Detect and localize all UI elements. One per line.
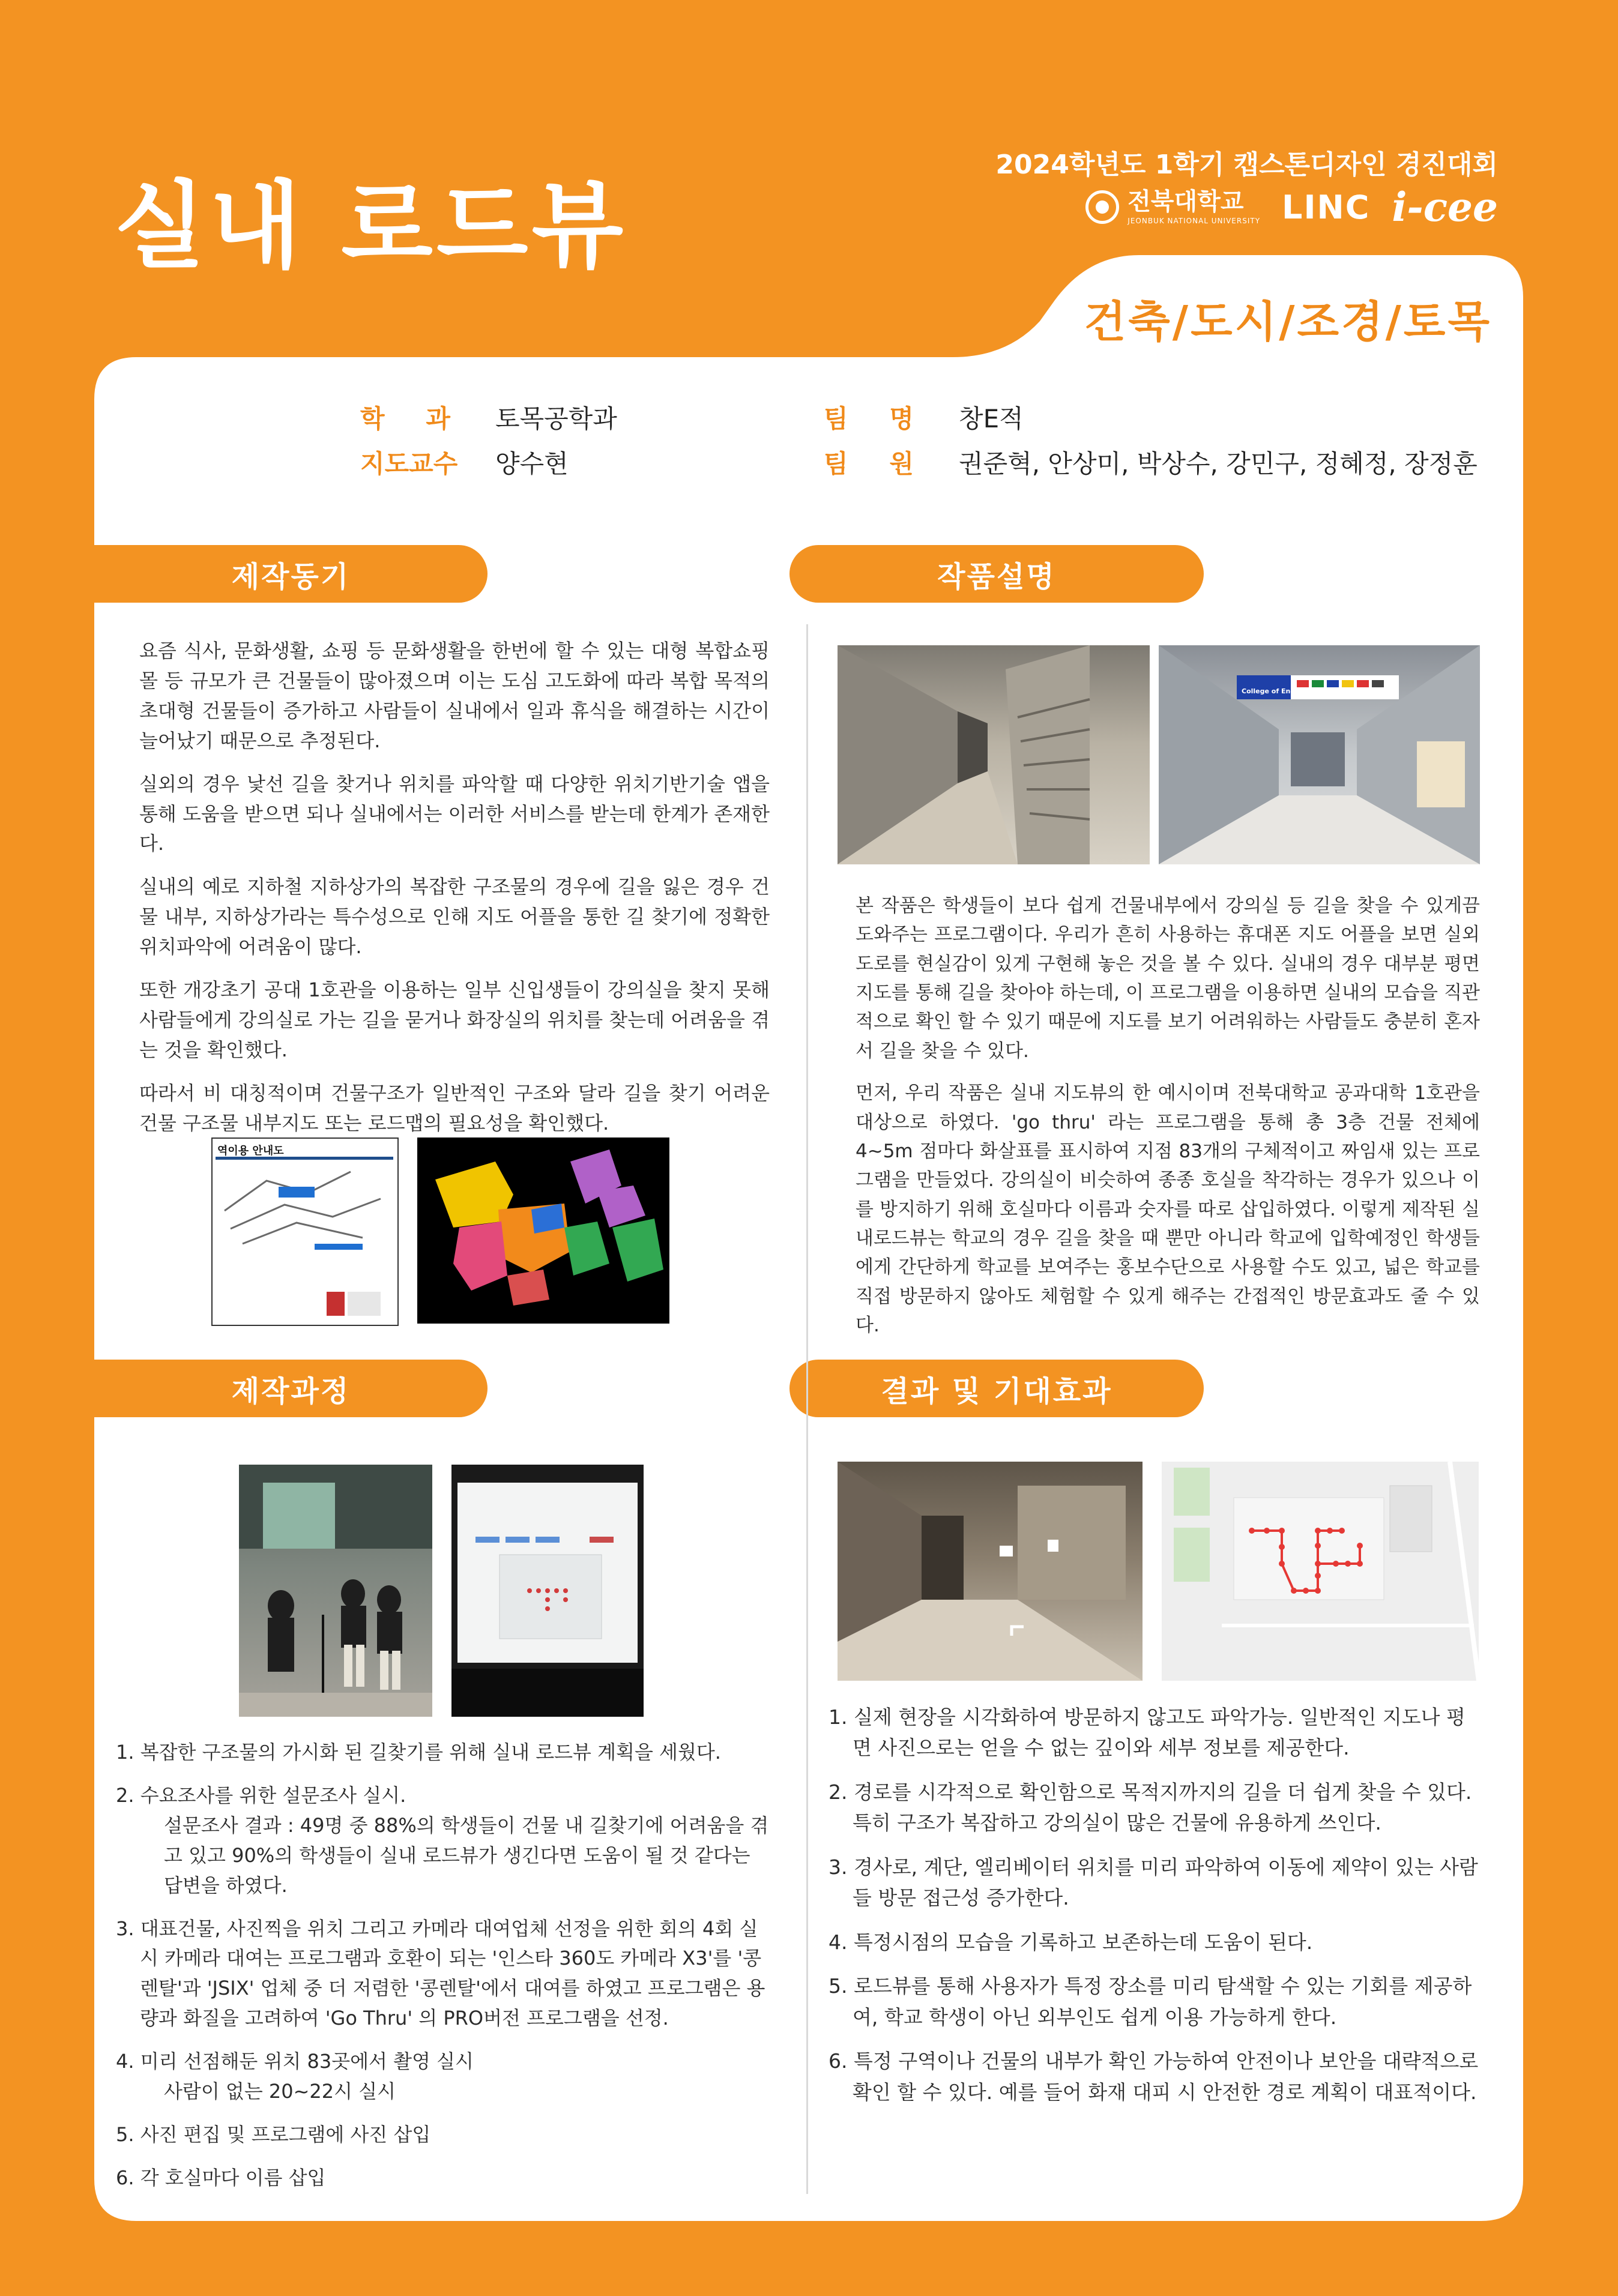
description-paragraph: 먼저, 우리 작품은 실내 지도뷰의 한 예시이며 전북대학교 공과대학 1호관을 대상으로 하였다. 'go thru' 라는 프로그램을 통해 총 3층 건물 전체에 4~5m 점마다 화살표를 표시하여 지점 83개의 구체적이고 짜임새 있는 프로그램을 만들었다. 강의실이 비슷하여 종종 호실을 착각하는 경우가 있으나 이를 방지하기 위해 호실마다 이름과 숫자를 따로 삽입하였다. 이렇게 제작된 실내로드뷰는 학교의 경우 길을 찾을 때 뿐만 아니라 학교에 입학예정인 학생들에게 간단하게 학교를 보여주는 홍보수단으로 사용할 수도 있고, 넓은 학교를 직접 방문하지 않아도 체험할 수 있게 해주는 간접적인 방문효과도 줄 수 있다. — [856, 1082, 1480, 1337]
mall-floor-map-image — [417, 1137, 669, 1324]
section-title-description: 작품설명 — [789, 545, 1204, 603]
engineering-hallway-drawing — [1159, 645, 1480, 864]
description-paragraph: 본 작품은 학생들이 보다 쉽게 건물내부에서 강의실 등 길을 찾을 수 있게끔 도와주는 프로그램이다. 우리가 흔히 사용하는 휴대폰 지도 어플을 보면 실외도로를 현실감이 있게 구현해 놓은 것을 볼 수 있다. 실내의 경우 대부분 평면지도를 통해 길을 찾아야 하는데, 이 프로그램을 이용하면 실내의 모습을 직관적으로 확인 할 수 있기 때문에 지도를 보기 어려워하는 사람들도 충분히 혼자서 길을 찾을 수 있다. — [856, 895, 1480, 1062]
station-guide-map-image — [211, 1137, 399, 1326]
list-item: 5. 사진 편집 및 프로그램에 사진 삽입 — [116, 2123, 431, 2146]
results-list — [829, 1702, 1483, 2121]
contest-name: 2024학년도 1학기 캡스톤디자인 경진대회 — [995, 149, 1498, 180]
section-title-motivation: 제작동기 — [94, 545, 488, 603]
process-list — [116, 1738, 773, 2207]
list-item: 1. 복잡한 구조물의 가시화 된 길찾기를 위해 실내 로드뷰 계획을 세웠다. — [116, 1741, 721, 1764]
corridor-stairs-drawing — [838, 645, 1150, 864]
section-title-results: 결과 및 기대효과 — [789, 1360, 1204, 1417]
department-label: 학 과 — [360, 404, 450, 433]
list-item: 4. 특정시점의 모습을 기록하고 보존하는데 도움이 된다. — [829, 1930, 1313, 1954]
column-divider — [806, 624, 808, 2194]
station-map-title: 역이용 안내도 — [217, 1145, 284, 1157]
department-value: 토목공학과 — [495, 404, 617, 433]
route-map-photo — [1162, 1462, 1479, 1681]
advisor-value: 양수현 — [495, 449, 569, 478]
roadview-interior-photo — [838, 1462, 1143, 1681]
list-item: 3. 경사로, 계단, 엘리베이터 위치를 미리 파악하여 이동에 제약이 있는 사람들 방문 접근성 증가한다. — [829, 1855, 1478, 1910]
roadview-interior-drawing — [838, 1462, 1143, 1681]
logo-bar — [1085, 180, 1498, 234]
corridor-stairs-photo — [838, 645, 1150, 864]
list-item: 2. 수요조사를 위한 설문조사 실시. 설문조사 결과 : 49명 중 88%의 학생들이 건물 내 길찾기에 어려움을 겪고 있고 90%의 학생들이 실내 로드뷰가 생긴다면 도움이 될 것 같다는 답변을 하였다. — [116, 1783, 769, 1897]
category-label: 건축/도시/조경/토목 — [1084, 297, 1492, 347]
station-map-drawing — [213, 1139, 397, 1325]
info-team — [824, 399, 1024, 435]
university-name: 전북대학교 — [1127, 188, 1244, 215]
list-item: 1. 실제 현장을 시각화하여 방문하지 않고도 파악가능. 일반적인 지도나 평면 사진으로는 얻을 수 없는 깊이와 세부 정보를 제공한다. — [829, 1705, 1466, 1760]
motivation-text — [139, 636, 770, 1152]
icee-logo: i-cee — [1392, 184, 1498, 231]
program-screen-photo — [451, 1465, 644, 1717]
list-item: 2. 경로를 시각적으로 확인함으로 목적지까지의 길을 더 쉽게 찾을 수 있다. 특히 구조가 복잡하고 강의실이 많은 건물에 유용하게 쓰인다. — [829, 1780, 1472, 1835]
motivation-paragraph: 실내의 예로 지하철 지하상가의 복잡한 구조물의 경우에 길을 잃은 경우 건물 내부, 지하상가라는 특수성으로 인해 지도 어플을 통한 길 찾기에 정확한 위치파악에 어려움이 많다. — [139, 875, 770, 959]
list-item: 6. 각 호실마다 이름 삽입 — [116, 2166, 326, 2189]
motivation-paragraph: 따라서 비 대칭적이며 건물구조가 일반적인 구조와 달라 길을 찾기 어려운 건물 구조물 내부지도 또는 로드맵의 필요성을 확인했다. — [139, 1081, 770, 1134]
linc-logo: LINC — [1282, 188, 1371, 226]
motivation-paragraph: 요즘 식사, 문화생활, 쇼핑 등 문화생활을 한번에 할 수 있는 대형 복합쇼핑몰 등 규모가 큰 건물들이 많아졌으며 이는 도심 고도화에 따라 복합 목적의 초대형 건물들이 증가하고 사람들이 실내에서 일과 휴식을 해결하는 시간이 늘어났기 때문으로 추정된다. — [139, 639, 770, 752]
section-title-process: 제작과정 — [94, 1360, 488, 1417]
engineering-sign-text: College of Engineering — [1242, 687, 1326, 695]
page-title: 실내 로드뷰 — [114, 171, 627, 282]
team-label: 팀 명 — [824, 404, 914, 433]
info-department — [360, 399, 617, 435]
motivation-paragraph: 또한 개강초기 공대 1호관을 이용하는 일부 신입생들이 강의실을 찾지 못해 사람들에게 강의실로 가는 길을 묻거나 화장실의 위치를 찾는데 어려움을 겪는 것을 확인했다. — [139, 978, 770, 1061]
advisor-label: 지도교수 — [360, 449, 458, 478]
engineering-hallway-photo — [1159, 645, 1480, 864]
university-name-en: JEONBUK NATIONAL UNIVERSITY — [1127, 217, 1261, 225]
university-logo — [1085, 190, 1260, 224]
motivation-paragraph: 실외의 경우 낯선 길을 찾거나 위치를 파악할 때 다양한 위치기반기술 앱을 통해 도움을 받으면 되나 실내에서는 이러한 서비스를 받는데 한계가 존재한다. — [139, 772, 770, 855]
filming-team-drawing — [239, 1465, 432, 1717]
info-members — [824, 444, 1478, 480]
members-value: 권준혁, 안상미, 박상수, 강민구, 정혜정, 장정훈 — [959, 449, 1478, 478]
info-advisor — [360, 444, 569, 480]
description-text — [856, 891, 1480, 1353]
list-item: 5. 로드뷰를 통해 사용자가 특정 장소를 미리 탐색할 수 있는 기회를 제공하여, 학교 학생이 아닌 외부인도 쉽게 이용 가능하게 한다. — [829, 1974, 1472, 2029]
university-seal-icon — [1085, 190, 1119, 224]
list-item: 3. 대표건물, 사진찍을 위치 그리고 카메라 대여업체 선정을 위한 회의 4회 실시 카메라 대여는 프로그램과 호환이 되는 '인스타 360도 카메라 X3'를 '콩렌탈'과 'JSIX' 업체 중 더 저렴한 '콩렌탈'에서 대여를 하였고 프로그램은 용량과 화질을 고려하여 'Go Thru' 의 PRO버전 프로그램을 선정. — [116, 1917, 765, 2030]
list-item: 4. 미리 선점해둔 위치 83곳에서 촬영 실시 사람이 없는 20~22시 실시 — [116, 2050, 474, 2103]
team-value: 창E적 — [959, 404, 1024, 433]
route-map-drawing — [1162, 1462, 1479, 1681]
list-item: 6. 특정 구역이나 건물의 내부가 확인 가능하여 안전이나 보안을 대략적으로 확인 할 수 있다. 예를 들어 화재 대피 시 안전한 경로 계획이 대표적이다. — [829, 2049, 1479, 2104]
mall-map-drawing — [417, 1137, 669, 1324]
program-screen-drawing — [451, 1465, 644, 1717]
filming-team-photo — [239, 1465, 432, 1717]
members-label: 팀 원 — [824, 449, 914, 478]
